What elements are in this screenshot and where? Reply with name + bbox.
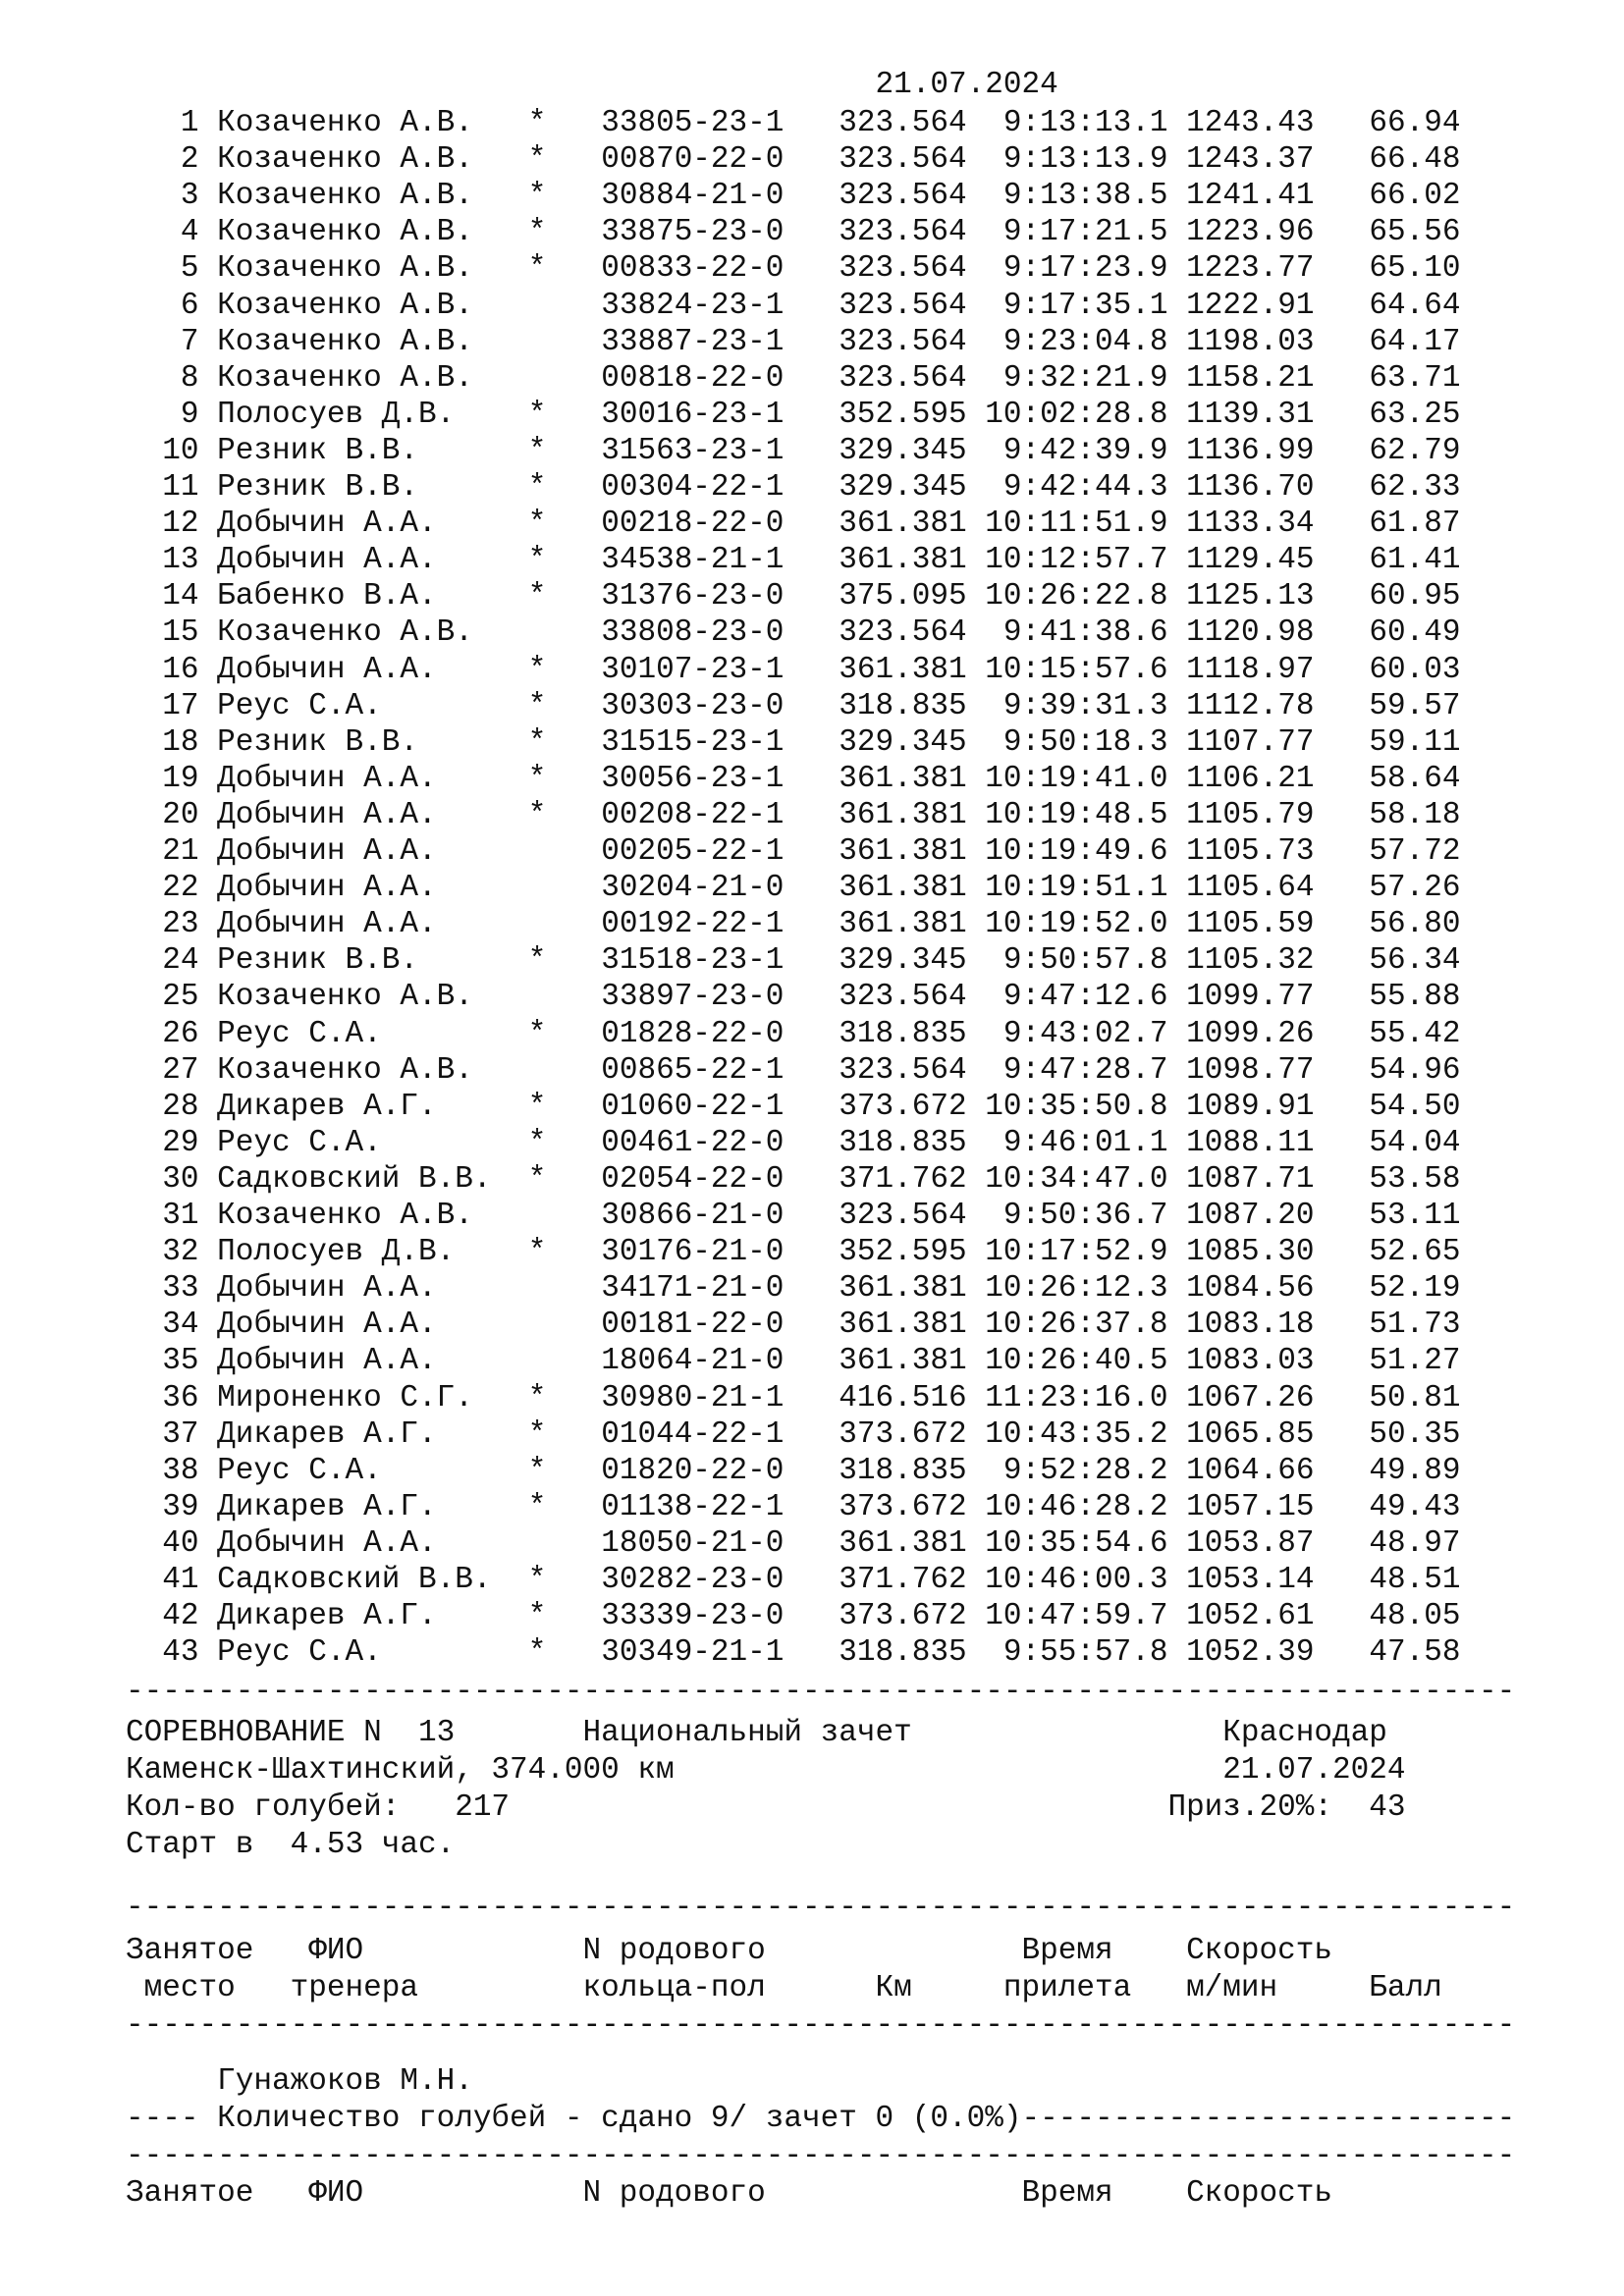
result-row: 1 Козаченко А.В. * 33805-23-1 323.564 9:13:13.1 1243.43 66.94 (126, 106, 1461, 140)
result-row: 32 Полосуев Д.В. * 30176-21-0 352.595 10:17:52.9 1085.30 52.65 (126, 1235, 1461, 1270)
column-header-line-1: Занятое ФИО N родового Время Скорость (126, 1934, 1333, 1968)
result-row: 41 Садковский В.В. * 30282-23-0 371.762 10:46:00.3 1053.14 48.51 (126, 1563, 1461, 1597)
result-row: 8 Козаченко А.В. 00818-22-0 323.564 9:32:21.9 1158.21 63.71 (126, 360, 1461, 396)
competition-start-line: Старт в 4.53 час. (126, 1828, 456, 1862)
result-row: 23 Добычин А.А. 00192-22-1 361.381 10:19:52.0 1105.59 56.80 (126, 907, 1461, 942)
result-row: 7 Козаченко А.В. 33887-23-1 323.564 9:23:04.8 1198.03 64.17 (126, 324, 1461, 359)
result-row: 5 Козаченко А.В. * 00833-22-0 323.564 9:17:23.9 1223.77 65.10 (126, 251, 1461, 287)
competition-title-line: СОРЕВНОВАНИЕ N 13 Национальный зачет Краснодар (126, 1716, 1387, 1750)
result-row: 39 Дикарев А.Г. * 01138-22-1 373.672 10:46:28.2 1057.15 49.43 (126, 1489, 1461, 1524)
result-row: 18 Резник В.В. * 31515-23-1 329.345 9:50:18.3 1107.77 59.11 (126, 724, 1461, 760)
column-header-line-2: место тренера кольца-пол Км прилета м/мин Балл (126, 1971, 1442, 2005)
result-row: 4 Козаченко А.В. * 33875-23-0 323.564 9:17:21.5 1223.96 65.56 (126, 215, 1461, 250)
result-row: 20 Добычин А.А. * 00208-22-1 361.381 10:19:48.5 1105.79 58.18 (126, 797, 1461, 832)
competition-birds-line: Кол-во голубей: 217 Приз.20%: 43 (126, 1790, 1406, 1825)
result-row: 11 Резник В.В. * 00304-22-1 329.345 9:42:44.3 1136.70 62.33 (126, 470, 1461, 505)
result-row: 26 Реус С.А. * 01828-22-0 318.835 9:43:02.7 1099.26 55.42 (126, 1016, 1461, 1051)
result-row: 35 Добычин А.А. 18064-21-0 361.381 10:26:40.5 1083.03 51.27 (126, 1344, 1461, 1379)
result-row: 22 Добычин А.А. 30204-21-0 361.381 10:19:51.1 1105.64 57.26 (126, 871, 1461, 906)
trainer-count-line: ---- Количество голубей - сдано 9/ зачет 0 (0.0%)--------------------------- (126, 2102, 1516, 2136)
result-row: 12 Добычин А.А. * 00218-22-0 361.381 10:11:51.9 1133.34 61.87 (126, 507, 1461, 542)
column-header-line-1: Занятое ФИО N родового Время Скорость (126, 2176, 1333, 2211)
result-row: 13 Добычин А.А. * 34538-21-1 361.381 10:12:57.7 1129.45 61.41 (126, 543, 1461, 578)
result-row: 31 Козаченко А.В. 30866-21-0 323.564 9:50:36.7 1087.20 53.11 (126, 1199, 1461, 1233)
result-row: 30 Садковский В.В. * 02054-22-0 371.762 10:34:47.0 1087.71 53.58 (126, 1161, 1461, 1197)
separator-rule: ---------------------------------------------------------------------------- (126, 1891, 1516, 1925)
result-row: 43 Реус С.А. * 30349-21-1 318.835 9:55:57.8 1052.39 47.58 (126, 1635, 1461, 1671)
separator-rule: ---------------------------------------------------------------------------- (126, 2139, 1516, 2173)
competition-location-line: Каменск-Шахтинский, 374.000 км 21.07.2024 (126, 1753, 1406, 1788)
result-row: 2 Козаченко А.В. * 00870-22-0 323.564 9:13:13.9 1243.37 66.48 (126, 142, 1461, 178)
trainer-name: Гунажоков М.Н. (126, 2064, 473, 2099)
result-row: 6 Козаченко А.В. 33824-23-1 323.564 9:17:35.1 1222.91 64.64 (126, 288, 1461, 323)
result-row: 27 Козаченко А.В. 00865-22-1 323.564 9:47:28.7 1098.77 54.96 (126, 1052, 1461, 1088)
result-row: 25 Козаченко А.В. 33897-23-0 323.564 9:47:12.6 1099.77 55.88 (126, 980, 1461, 1015)
result-row: 3 Козаченко А.В. * 30884-21-0 323.564 9:13:38.5 1241.41 66.02 (126, 179, 1461, 214)
result-row: 21 Добычин А.А. 00205-22-1 361.381 10:19:49.6 1105.73 57.72 (126, 834, 1461, 869)
result-row: 33 Добычин А.А. 34171-21-0 361.381 10:26:12.3 1084.56 52.19 (126, 1271, 1461, 1307)
result-row: 24 Резник В.В. * 31518-23-1 329.345 9:50:57.8 1105.32 56.34 (126, 943, 1461, 979)
result-row: 16 Добычин А.А. * 30107-23-1 361.381 10:15:57.6 1118.97 60.03 (126, 652, 1461, 687)
result-row: 17 Реус С.А. * 30303-23-0 318.835 9:39:31.3 1112.78 59.57 (126, 688, 1461, 723)
result-row: 34 Добычин А.А. 00181-22-0 361.381 10:26:37.8 1083.18 51.73 (126, 1308, 1461, 1343)
result-row: 19 Добычин А.А. * 30056-23-1 361.381 10:19:41.0 1106.21 58.64 (126, 761, 1461, 796)
result-row: 9 Полосуев Д.В. * 30016-23-1 352.595 10:02:28.8 1139.31 63.25 (126, 397, 1461, 432)
report-date: 21.07.2024 (875, 68, 1058, 102)
result-row: 29 Реус С.А. * 00461-22-0 318.835 9:46:01.1 1088.11 54.04 (126, 1125, 1461, 1160)
result-row: 38 Реус С.А. * 01820-22-0 318.835 9:52:28.2 1064.66 49.89 (126, 1453, 1461, 1488)
result-row: 42 Дикарев А.Г. * 33339-23-0 373.672 10:47:59.7 1052.61 48.05 (126, 1599, 1461, 1634)
result-row: 15 Козаченко А.В. 33808-23-0 323.564 9:41:38.6 1120.98 60.49 (126, 615, 1461, 651)
result-row: 28 Дикарев А.Г. * 01060-22-1 373.672 10:35:50.8 1089.91 54.50 (126, 1089, 1461, 1124)
separator-rule: ---------------------------------------------------------------------------- (126, 2008, 1516, 2043)
result-row: 36 Мироненко С.Г. * 30980-21-1 416.516 11:23:16.0 1067.26 50.81 (126, 1380, 1461, 1415)
result-row: 10 Резник В.В. * 31563-23-1 329.345 9:42:39.9 1136.99 62.79 (126, 433, 1461, 468)
separator-rule: ---------------------------------------------------------------------------- (126, 1675, 1516, 1709)
result-row: 40 Добычин А.А. 18050-21-0 361.381 10:35:54.6 1053.87 48.97 (126, 1525, 1461, 1561)
result-row: 37 Дикарев А.Г. * 01044-22-1 373.672 10:43:35.2 1065.85 50.35 (126, 1416, 1461, 1452)
result-row: 14 Бабенко В.А. * 31376-23-0 375.095 10:26:22.8 1125.13 60.95 (126, 579, 1461, 614)
